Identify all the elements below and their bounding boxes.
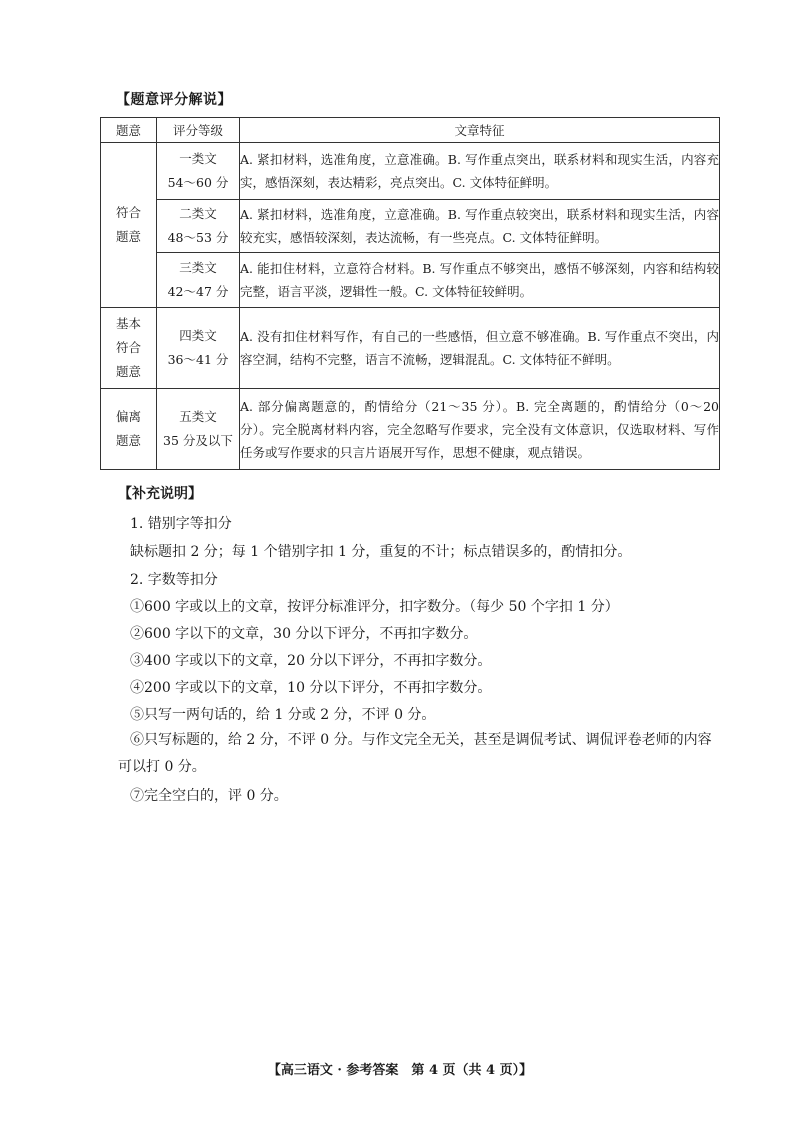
list-item: ⑥只写标题的，给 2 分，不评 0 分。与作文完全无关，甚至是调侃考试、调侃评卷老师的内容可以打 0 分。	[118, 732, 712, 775]
list-item: ⑤只写一两句话的，给 1 分或 2 分，不评 0 分。	[130, 707, 436, 723]
header-level: 评分等级	[157, 118, 240, 143]
list-item: ④200 字或以下的文章，10 分以下评分，不再扣字数分。	[130, 680, 492, 696]
features-cell: A. 没有扣住材料写作，有自己的一些感悟，但立意不够准确。B. 写作重点不突出，内容空洞，结构不完整，语言不流畅，逻辑混乱。C. 文体特征不鲜明。	[240, 308, 720, 389]
page-footer: 【高三语文 · 参考答案 第 4 页（共 4 页）】	[267, 1063, 533, 1078]
category-label: 偏离题意	[115, 409, 141, 448]
table-header-row	[101, 118, 720, 143]
level-score: 42～47 分	[167, 284, 229, 299]
list-item: ②600 字以下的文章，30 分以下评分，不再扣字数分。	[130, 626, 478, 642]
category-cell	[101, 143, 157, 308]
level-score: 54～60 分	[167, 175, 229, 190]
supplement-heading-wordcount: 2. 字数等扣分	[130, 572, 218, 588]
level-name: 三类文	[179, 260, 217, 275]
features-cell: A. 能扣住材料，立意符合材料。B. 写作重点不够突出，感悟不够深刻，内容和结构较完整，语言平淡，逻辑性一般。C. 文体特征较鲜明。	[240, 253, 720, 308]
level-name: 一类文	[179, 151, 217, 166]
features-cell: A. 紧扣材料，选准角度，立意准确。B. 写作重点较突出，联系材料和现实生活，内容较充实，感悟较深刻，表达流畅，有一些亮点。C. 文体特征鲜明。	[240, 200, 720, 253]
category-label: 基本符合题意	[115, 316, 141, 379]
level-cell	[157, 200, 240, 253]
level-name: 二类文	[179, 206, 217, 221]
list-item: ③400 字或以下的文章，20 分以下评分，不再扣字数分。	[130, 653, 492, 669]
rubric-section-title: 【题意评分解说】	[116, 92, 232, 108]
table-row	[101, 143, 720, 200]
level-cell	[157, 389, 240, 470]
features-cell: A. 紧扣材料，选准角度，立意准确。B. 写作重点突出，联系材料和现实生活，内容充实，感悟深刻，表达精彩，亮点突出。C. 文体特征鲜明。	[240, 143, 720, 200]
list-item: ⑦完全空白的，评 0 分。	[130, 788, 288, 804]
level-score: 35 分及以下	[163, 433, 233, 448]
table-row	[101, 308, 720, 389]
level-score: 48～53 分	[167, 230, 229, 245]
level-name: 五类文	[179, 409, 217, 424]
level-cell	[157, 253, 240, 308]
table-row	[101, 200, 720, 253]
level-name: 四类文	[179, 328, 217, 343]
supplement-section-title: 【补充说明】	[118, 486, 202, 502]
level-score: 36～41 分	[167, 352, 229, 367]
scoring-rubric-table	[100, 117, 720, 470]
category-cell	[101, 389, 157, 470]
features-cell: A. 部分偏离题意的，酌情给分（21～35 分）。B. 完全离题的，酌情给分（0～20 分）。完全脱离材料内容，完全忽略写作要求，完全没有文体意识，仅选取材料、写作任务或写作要求的只言片语展开写作，思想不健康，观点错误。	[240, 389, 720, 470]
table-row	[101, 389, 720, 470]
table-row	[101, 253, 720, 308]
level-cell	[157, 308, 240, 389]
supplement-heading-typos: 1. 错别字等扣分	[130, 516, 232, 532]
category-cell	[101, 308, 157, 389]
header-category: 题意	[101, 118, 157, 143]
header-features: 文章特征	[240, 118, 720, 143]
list-item: ①600 字或以上的文章，按评分标准评分，扣字数分。（每少 50 个字扣 1 分）	[130, 599, 619, 615]
level-cell	[157, 143, 240, 200]
supplement-typos-text: 缺标题扣 2 分；每 1 个错别字扣 1 分，重复的不计；标点错误多的，酌情扣分。	[130, 544, 632, 560]
category-label: 符合题意	[115, 205, 141, 244]
